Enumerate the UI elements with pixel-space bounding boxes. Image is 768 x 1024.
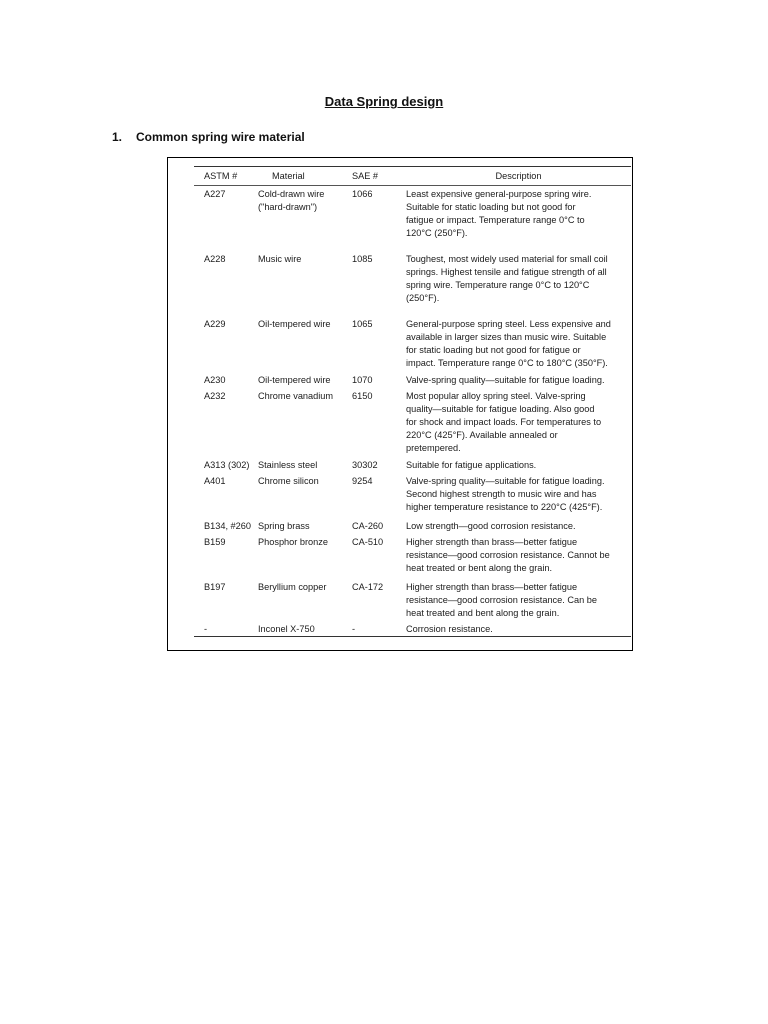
cell-sae: 1066 xyxy=(352,189,373,199)
cell-description: Valve-spring quality—suitable for fatigue loading. Second highest strength to music wire and has higher temperature resistance to 220°C (425°F). xyxy=(406,476,605,512)
cell-astm: A401 xyxy=(204,476,226,486)
cell-astm: A313 (302) xyxy=(204,460,250,470)
header-astm: ASTM # xyxy=(204,171,238,181)
section-heading xyxy=(112,130,305,144)
cell-description: Higher strength than brass—better fatigue resistance—good corrosion resistance. Cannot be heat treated or bent along the grain. xyxy=(406,537,610,573)
cell-sae: 1065 xyxy=(352,319,373,329)
spring-material-table xyxy=(194,166,631,637)
cell-astm: B134, #260 xyxy=(204,521,252,531)
cell-description: Suitable for fatigue applications. xyxy=(406,460,537,470)
cell-astm: A228 xyxy=(204,254,226,264)
table-image-frame xyxy=(167,157,633,651)
cell-sae: 30302 xyxy=(352,460,378,470)
cell-material: Stainless steel xyxy=(258,460,318,470)
cell-sae: 1085 xyxy=(352,254,373,264)
cell-material: Oil-tempered wire xyxy=(258,319,331,329)
cell-astm: B197 xyxy=(204,582,226,592)
table-bottom-rule xyxy=(194,636,631,637)
table-row xyxy=(194,253,631,305)
section-number: 1. xyxy=(112,130,123,144)
cell-astm: B159 xyxy=(204,537,226,547)
page-title: Data Spring design xyxy=(324,94,444,109)
cell-material: Oil-tempered wire xyxy=(258,375,331,385)
cell-material: Music wire xyxy=(258,254,302,264)
table-row xyxy=(194,623,631,636)
cell-sae: CA-172 xyxy=(352,582,384,592)
cell-material: Beryllium copper xyxy=(258,582,327,592)
table-row xyxy=(194,390,631,455)
cell-description: Most popular alloy spring steel. Valve-spring quality—suitable for fatigue loading. Also good for shock and impact loads. For temperatures to 220°C (425°F). Available annealed or pretempered. xyxy=(406,391,602,453)
table-body xyxy=(194,186,631,636)
table-row xyxy=(194,536,631,575)
table-row xyxy=(194,520,631,533)
cell-astm: A230 xyxy=(204,375,226,385)
cell-description: Corrosion resistance. xyxy=(406,624,493,634)
header-material: Material xyxy=(272,171,305,181)
header-sae: SAE # xyxy=(352,171,379,181)
cell-description: Toughest, most widely used material for small coil springs. Highest tensile and fatigue strength of all spring wire. Temperature range 0°C to 120°C (250°F). xyxy=(406,254,608,303)
header-description: Description xyxy=(495,171,542,181)
cell-description: General-purpose spring steel. Less expensive and available in larger sizes than music wire. Suitable for static loading but not good for fatigue or impact. Temperature range 0°C to 180°C (350°F). xyxy=(406,319,611,368)
cell-astm: A227 xyxy=(204,189,226,199)
cell-sae: CA-260 xyxy=(352,521,384,531)
cell-sae: 9254 xyxy=(352,476,373,486)
table-row xyxy=(194,188,631,240)
section-title: Common spring wire material xyxy=(136,130,305,144)
cell-astm: - xyxy=(204,624,208,634)
cell-material: Cold-drawn wire ("hard-drawn") xyxy=(258,189,325,212)
cell-astm: A229 xyxy=(204,319,226,329)
cell-sae: CA-510 xyxy=(352,537,384,547)
cell-material: Inconel X-750 xyxy=(258,624,315,634)
cell-material: Chrome vanadium xyxy=(258,391,334,401)
cell-description: Low strength—good corrosion resistance. xyxy=(406,521,576,531)
cell-sae: 6150 xyxy=(352,391,373,401)
table-row xyxy=(194,318,631,370)
cell-material: Chrome silicon xyxy=(258,476,319,486)
cell-description: Valve-spring quality—suitable for fatigue loading. xyxy=(406,375,605,385)
table-row xyxy=(194,475,631,514)
cell-material: Phosphor bronze xyxy=(258,537,328,547)
cell-material: Spring brass xyxy=(258,521,310,531)
table-row xyxy=(194,581,631,620)
cell-description: Least expensive general-purpose spring wire. Suitable for static loading but not good for fatigue or impact. Temperature range 0°C to 120°C (250°F). xyxy=(406,189,592,238)
table-row xyxy=(194,374,631,387)
cell-sae: 1070 xyxy=(352,375,373,385)
cell-description: Higher strength than brass—better fatigue resistance—good corrosion resistance. Can be heat treated and bent along the grain. xyxy=(406,582,597,618)
table-row xyxy=(194,459,631,472)
table-header-row xyxy=(194,167,631,185)
cell-sae: - xyxy=(352,624,356,634)
cell-astm: A232 xyxy=(204,391,226,401)
